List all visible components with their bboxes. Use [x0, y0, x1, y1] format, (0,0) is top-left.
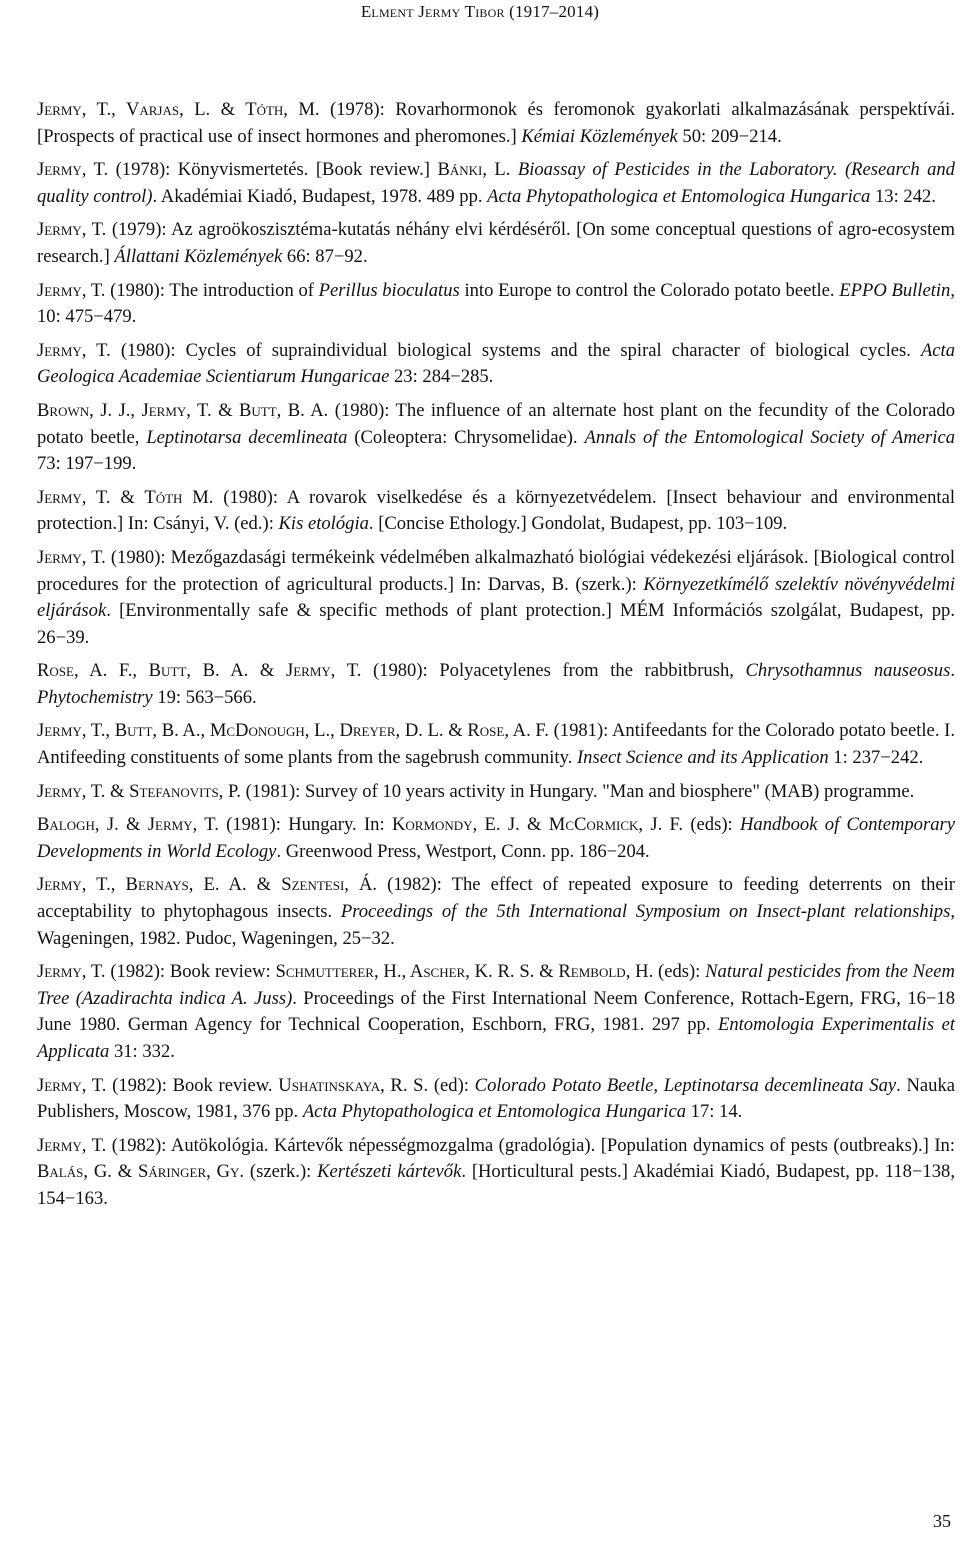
reference-text: 50: 209−214.: [677, 125, 782, 147]
author-names: Jermy, T., Butt, B. A., McDonough, L., Dreyer, D. L. & Rose, A. F.: [37, 720, 549, 742]
italic-title: Kertészeti kártevők: [317, 1161, 462, 1183]
italic-title: Colorado Potato Beetle, Leptinotarsa decemlineata Say: [474, 1074, 897, 1096]
reference-text: (1980): Cycles of supraindividual biological systems and the spiral character of biological cycles.: [110, 339, 921, 361]
italic-title: Acta Geologica Academiae Scientiarum Hungaricae: [37, 339, 956, 388]
reference-text: . Proceedings of the First International Neem Conference, Rottach-Egern, FRG, 16−18 June 1980. German Agency for Technical Cooperation, Eschborn, FRG, 1981. 297 pp.: [37, 987, 955, 1036]
reference-entry: [37, 157, 955, 210]
italic-title: Chrysothamnus nauseosus: [745, 660, 951, 682]
italic-title: Natural pesticides from the Neem Tree (Azadirachta indica A. Juss): [37, 961, 955, 1009]
reference-text: into Europe to control the Colorado potato beetle.: [459, 279, 840, 301]
author-names: Jermy, T. & Tóth M.: [37, 486, 214, 508]
author-names: Jermy, T., Varjas, L. & Tóth, M.: [37, 99, 320, 120]
italic-title: EPPO Bulletin: [839, 279, 951, 301]
italic-title: Insect Science and its Application: [576, 747, 829, 769]
reference-entry: [37, 545, 955, 651]
reference-text: (1982): Autökológia. Kártevők népességmozgalma (gradológia). [Population dynamics of pests (outbreaks).] In:: [106, 1134, 955, 1156]
reference-text: (1980): Mezőgazdasági termékeink védelmében alkalmazható biológiai védekezési eljárások. [Biological control procedures for the protection of agricultural products.] In: Darvas, B. (szerk.):: [37, 546, 955, 595]
author-names: Jermy, T.: [37, 546, 106, 568]
reference-text: (eds):: [653, 961, 706, 983]
italic-title: Leptinotarsa decemlineata: [146, 426, 348, 448]
reference-text: 31: 332.: [109, 1041, 175, 1062]
reference-text: 73: 197−199.: [37, 453, 137, 475]
author-names: Rose, A. F., Butt, B. A. & Jermy, T.: [37, 660, 362, 682]
reference-text: , Wageningen, 1982. Pudoc, Wageningen, 25−32.: [37, 901, 955, 949]
running-head: Elment Jermy Tibor (1917–2014): [360, 2, 600, 21]
reference-text: , 10: 475−479.: [37, 279, 955, 328]
author-names: Jermy, T.: [37, 1134, 107, 1156]
italic-title: Kémiai Közlemények: [521, 125, 678, 147]
author-names: Jermy, T.: [37, 1074, 107, 1096]
author-names: Jermy, T.: [37, 219, 107, 241]
reference-text: (1980): A rovarok viselkedése és a környezetvédelem. [Insect behaviour and environmental protection.] In: Csányi, V. (ed.):: [37, 486, 955, 535]
reference-entry: [37, 779, 955, 806]
reference-text: 19: 563−566.: [152, 686, 257, 708]
italic-title: Acta Phytopathologica et Entomologica Hungarica: [487, 185, 871, 207]
reference-text: (1980): The introduction of: [105, 279, 319, 301]
italic-title: Acta Phytopathologica et Entomologica Hungarica: [302, 1101, 686, 1123]
reference-text: (1982): Book review.: [106, 1074, 279, 1096]
reference-text: . Nauka Publishers, Moscow, 1981, 376 pp.: [37, 1074, 956, 1123]
reference-entry: [37, 278, 955, 331]
author-names: Brown, J. J., Jermy, T. & Butt, B. A.: [37, 399, 329, 421]
italic-title: Annals of the Entomological Society of America: [584, 426, 955, 448]
author-names: Jermy, T., Bernays, E. A. & Szentesi, Á.: [37, 874, 378, 896]
reference-entry: [37, 812, 955, 865]
reference-text: (1981): Hungary. In:: [218, 814, 392, 836]
reference-text: 23: 284−285.: [389, 366, 494, 388]
reference-text: 13: 242.: [870, 185, 936, 207]
author-names: Jermy, T.: [37, 961, 106, 983]
reference-text: . [Horticultural pests.] Akadémiai Kiadó, Budapest, pp. 118−138, 154−163.: [37, 1161, 955, 1209]
reference-entry: [37, 1073, 955, 1126]
italic-title: Környezetkímélő szelektív növényvédelmi eljárások: [37, 573, 955, 622]
reference-text: (1982): Book review:: [105, 961, 276, 983]
reference-entry: [37, 398, 955, 478]
reference-entry: [37, 338, 955, 391]
reference-entry: [37, 97, 955, 150]
author-names: Jermy, T.: [37, 159, 109, 181]
italic-title: Handbook of Contemporary Developments in World Ecology: [37, 814, 955, 862]
author-names: Ushatinskaya, R. S.: [278, 1074, 429, 1096]
reference-text: (1981): Antifeedants for the Colorado potato beetle. I. Antifeeding constituents of some plants from the sagebrush community.: [37, 720, 955, 769]
reference-entry: [37, 718, 955, 771]
author-names: Bánki, L.: [437, 159, 511, 181]
reference-text: 66: 87−92.: [282, 245, 368, 267]
reference-text: . Akadémiai Kiadó, Budapest, 1978. 489 pp.: [152, 185, 488, 207]
italic-title: Kis etológia: [278, 513, 369, 535]
reference-text: 17: 14.: [686, 1101, 743, 1123]
page-number: 35: [933, 1511, 951, 1531]
italic-title: Proceedings of the 5th International Symposium on Insect-plant relationships: [340, 901, 951, 923]
reference-text: (1978): Rovarhormonok és feromonok gyakorlati alkalmazásának perspektívái. [Prospects of practical use of insect hormones and pheromones.]: [37, 99, 955, 147]
reference-entry: [37, 485, 955, 538]
reference-entry: [37, 959, 955, 1065]
reference-text: (1978): Könyvismertetés. [Book review.]: [108, 159, 438, 181]
author-names: Schmutterer, H., Ascher, K. R. S. & Rembold, H.: [275, 961, 654, 983]
author-names: Jermy, T. & Stefanovits, P.: [37, 780, 241, 802]
reference-text: . [Environmentally safe & specific methods of plant protection.] MÉM Információs szolgálat, Budapest, pp. 26−39.: [37, 600, 955, 648]
italic-title: Entomologia Experimentalis et Applicata: [37, 1014, 955, 1062]
reference-text: (szerk.):: [244, 1161, 318, 1183]
reference-text: (1982): The effect of repeated exposure to feeding deterrents on their acceptability to phytophagous insects.: [37, 874, 955, 923]
author-names: Balás, G. & Sáringer, Gy.: [37, 1161, 245, 1183]
italic-title: Állattani Közlemények: [114, 245, 283, 267]
reference-text: 1: 237−242.: [828, 747, 924, 769]
reference-text: (ed):: [428, 1074, 475, 1096]
reference-text: (1981): Survey of 10 years activity in Hungary. "Man and biosphere" (MAB) programme.: [240, 780, 915, 802]
reference-text: [510, 159, 517, 180]
italic-title: Perillus bioculatus: [318, 279, 460, 301]
author-names: Jermy, T.: [37, 279, 106, 301]
reference-text: (eds):: [683, 814, 740, 836]
reference-text: (1980): Polyacetylenes from the rabbitbrush,: [361, 660, 746, 682]
italic-title: Bioassay of Pesticides in the Laboratory. (Research and quality control): [37, 159, 955, 207]
reference-entry: [37, 658, 955, 711]
italic-title: Phytochemistry: [37, 686, 153, 708]
reference-text: . Greenwood Press, Westport, Conn. pp. 186−204.: [276, 840, 650, 862]
reference-text: . [Concise Ethology.] Gondolat, Budapest, pp. 103−109.: [368, 513, 788, 535]
reference-text: .: [950, 660, 955, 682]
reference-entry: [37, 1133, 955, 1213]
author-names: Balogh, J. & Jermy, T.: [37, 814, 219, 836]
reference-text: (Coleoptera: Chrysomelidae).: [347, 426, 585, 448]
author-names: Kormondy, E. J. & McCormick, J. F.: [391, 814, 684, 836]
author-names: Jermy, T.: [37, 339, 111, 361]
reference-entry: [37, 217, 955, 270]
reference-list: [37, 97, 955, 1220]
reference-text: (1980): The influence of an alternate host plant on the fecundity of the Colorado potato beetle,: [37, 399, 955, 448]
reference-entry: [37, 872, 955, 952]
reference-text: (1979): Az agroökoszisztéma-kutatás néhány elvi kérdéséről. [On some conceptual questions of agro-ecosystem research.]: [37, 219, 955, 267]
